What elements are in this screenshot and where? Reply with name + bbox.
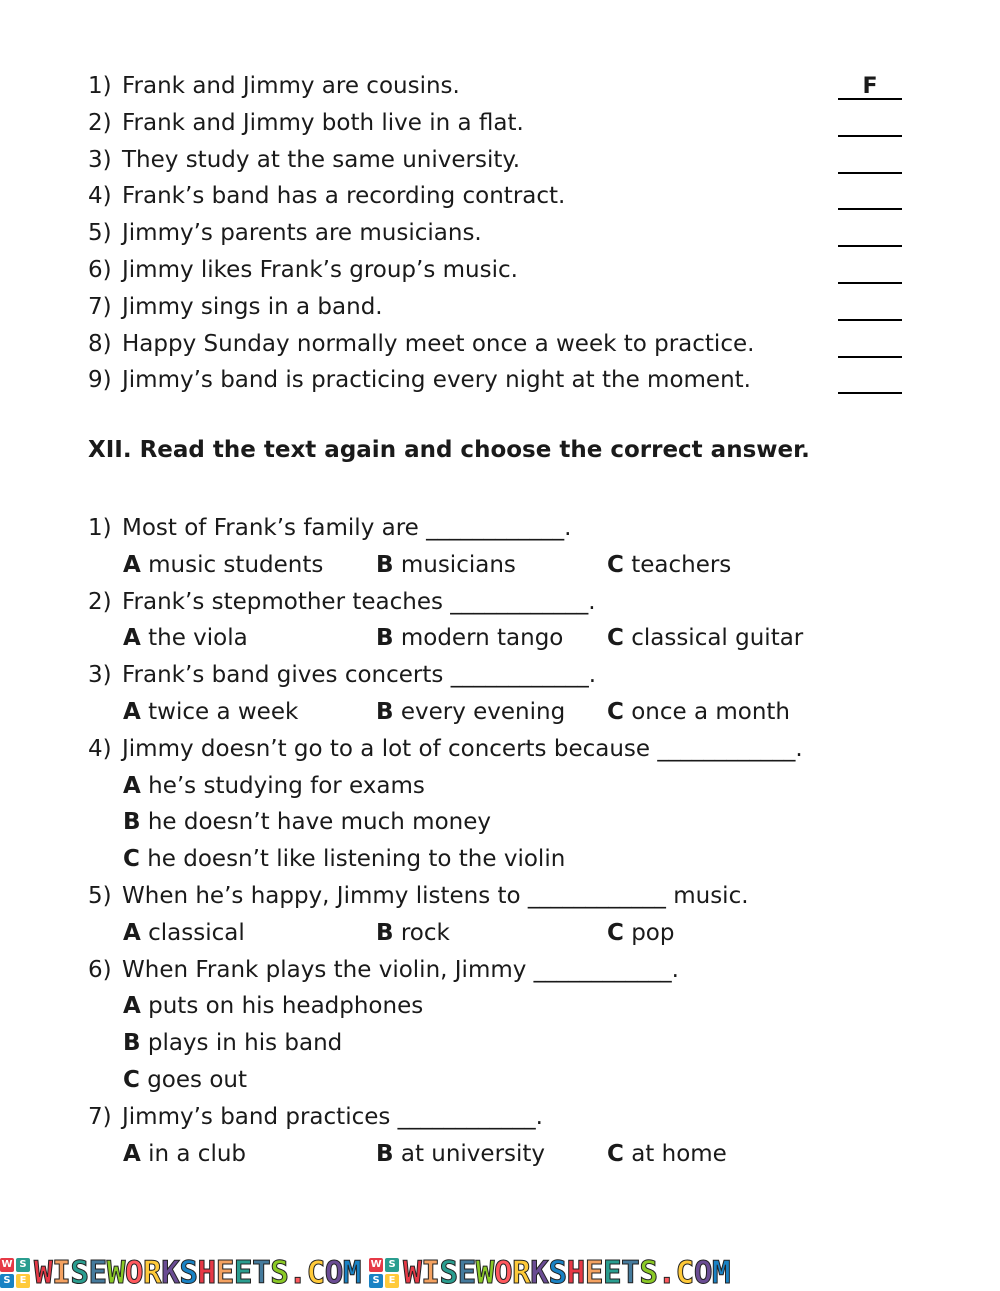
question-3 — [88, 657, 968, 694]
question-number: 2) — [88, 588, 112, 615]
brand-letter: I — [52, 1256, 71, 1290]
brand-letter: E — [457, 1256, 476, 1290]
multiple-choice-list — [88, 510, 968, 1172]
logo-tile: E — [385, 1274, 399, 1288]
option-letter: C — [123, 1066, 140, 1093]
question-number: 5) — [88, 882, 112, 909]
option-c[interactable] — [607, 915, 674, 952]
tf-item-text: Happy Sunday normally meet once a week to practice. — [122, 330, 755, 357]
option-letter: A — [123, 919, 141, 946]
question-number: 4) — [88, 735, 112, 762]
option-a[interactable] — [123, 694, 298, 731]
option-letter: B — [376, 1140, 394, 1167]
question-text: Most of Frank’s family are ____________. — [122, 515, 572, 541]
brand-letter: T — [252, 1256, 271, 1290]
brand-text — [403, 1256, 730, 1290]
option-c[interactable] — [607, 620, 803, 657]
option-b[interactable] — [376, 694, 565, 731]
brand-letter: S — [439, 1256, 458, 1290]
brand-letter: S — [70, 1256, 89, 1290]
tf-item-number: 6) — [88, 256, 112, 283]
option-text: modern tango — [400, 625, 564, 652]
brand-letter: W — [34, 1256, 53, 1290]
option-letter: B — [123, 809, 141, 836]
section-title: XII. Read the text again and choose the correct answer. — [88, 437, 810, 463]
option-c[interactable] — [88, 1062, 968, 1099]
tf-item-4 — [88, 178, 908, 215]
tf-item-text: Jimmy’s parents are musicians. — [122, 220, 482, 247]
option-text: puts on his headphones — [148, 993, 424, 1020]
option-text: rock — [400, 919, 450, 946]
tf-item-text: Frank’s band has a recording contract. — [122, 183, 566, 210]
option-letter: C — [123, 846, 140, 873]
option-letter: C — [607, 625, 624, 652]
footer-logo-2 — [369, 1256, 730, 1290]
logo-tile: S — [16, 1258, 30, 1272]
tf-item-text: They study at the same university. — [122, 146, 521, 173]
option-text: he’s studying for exams — [148, 772, 425, 799]
tf-answer-blank[interactable] — [838, 182, 902, 210]
tf-item-2 — [88, 105, 908, 142]
logo-icon — [0, 1258, 30, 1288]
brand-letter: . — [657, 1256, 676, 1290]
tf-item-number: 8) — [88, 330, 112, 357]
brand-letter: W — [475, 1256, 494, 1290]
brand-letter: H — [197, 1256, 216, 1290]
option-text: plays in his band — [147, 1030, 343, 1057]
question-2 — [88, 584, 968, 621]
logo-icon — [369, 1258, 399, 1288]
brand-letter: K — [530, 1256, 549, 1290]
tf-item-7 — [88, 289, 908, 326]
question-text: Jimmy doesn’t go to a lot of concerts because ____________. — [122, 735, 803, 762]
option-text: once a month — [631, 698, 791, 725]
option-text: pop — [631, 919, 675, 946]
option-b[interactable] — [376, 547, 516, 584]
options-row — [88, 1136, 968, 1173]
option-text: the viola — [148, 625, 248, 652]
option-text: teachers — [631, 551, 732, 578]
option-text: at university — [400, 1140, 546, 1167]
option-text: musicians — [400, 551, 516, 578]
brand-letter: K — [161, 1256, 180, 1290]
option-text: twice a week — [148, 698, 299, 725]
tf-item-8 — [88, 326, 908, 363]
brand-letter: . — [288, 1256, 307, 1290]
tf-item-5 — [88, 215, 908, 252]
footer-watermark — [0, 1256, 1000, 1290]
question-number: 7) — [88, 1103, 112, 1130]
tf-item-text: Jimmy likes Frank’s group’s music. — [122, 256, 518, 283]
option-letter: B — [376, 919, 394, 946]
tf-item-number: 5) — [88, 220, 112, 247]
brand-letter: E — [233, 1256, 253, 1290]
option-letter: B — [376, 625, 394, 652]
tf-item-9 — [88, 362, 908, 399]
brand-letter: C — [306, 1256, 325, 1290]
brand-letter: E — [215, 1256, 234, 1290]
tf-answer-blank[interactable] — [838, 219, 902, 247]
option-letter: A — [123, 698, 141, 725]
tf-item-number: 2) — [88, 109, 112, 136]
question-text: Jimmy’s band practices ____________. — [122, 1103, 543, 1130]
brand-letter: C — [675, 1256, 694, 1290]
brand-letter: S — [548, 1256, 567, 1290]
brand-letter: E — [584, 1256, 603, 1290]
option-c[interactable] — [607, 694, 790, 731]
option-letter: B — [123, 1030, 141, 1057]
logo-tile: W — [1, 1259, 13, 1270]
question-number: 1) — [88, 515, 112, 541]
option-text: music students — [148, 551, 324, 578]
question-7 — [88, 1099, 968, 1136]
logo-tile: W — [370, 1259, 382, 1270]
tf-item-3 — [88, 142, 908, 179]
option-text: classical guitar — [631, 625, 804, 652]
logo-tile: S — [0, 1274, 14, 1288]
option-letter: C — [607, 698, 624, 725]
tf-item-number: 4) — [88, 183, 112, 210]
option-text: classical — [148, 919, 245, 946]
question-text: When he’s happy, Jimmy listens to ____________ music. — [122, 882, 749, 909]
options-row — [88, 620, 968, 657]
option-c[interactable] — [88, 841, 968, 878]
brand-letter: W — [106, 1256, 125, 1290]
option-text: he doesn’t like listening to the violin — [147, 846, 566, 873]
tf-item-text: Frank and Jimmy both live in a flat. — [122, 109, 524, 136]
brand-letter: M — [342, 1256, 362, 1290]
option-letter: A — [123, 993, 141, 1020]
tf-item-number: 9) — [88, 367, 112, 394]
option-c[interactable] — [607, 547, 731, 584]
options-row — [88, 915, 968, 952]
logo-tile: S — [385, 1258, 399, 1272]
tf-item-1 — [88, 68, 908, 105]
option-b[interactable] — [88, 804, 968, 841]
tf-answer-blank[interactable] — [838, 109, 902, 137]
logo-tile: S — [369, 1274, 383, 1288]
option-letter: A — [123, 551, 141, 578]
options-row — [88, 694, 968, 731]
brand-letter: S — [639, 1256, 658, 1290]
tf-item-number: 7) — [88, 293, 112, 320]
question-1 — [88, 510, 968, 547]
tf-item-number: 3) — [88, 146, 112, 173]
brand-letter: H — [566, 1256, 585, 1290]
tf-answer-blank[interactable]: F — [838, 72, 902, 100]
option-text: every evening — [400, 698, 566, 725]
tf-answer-blank[interactable] — [838, 256, 902, 284]
option-text: goes out — [147, 1066, 247, 1093]
question-number: 6) — [88, 956, 112, 983]
option-text: he doesn’t have much money — [147, 809, 491, 836]
brand-letter: E — [602, 1256, 622, 1290]
options-row — [88, 547, 968, 584]
question-text: When Frank plays the violin, Jimmy ____________. — [122, 956, 679, 983]
option-letter: A — [123, 772, 141, 799]
option-a[interactable] — [88, 988, 968, 1025]
tf-answer-blank[interactable] — [838, 330, 902, 358]
footer-logo-1 — [0, 1256, 361, 1290]
tf-item-text: Jimmy sings in a band. — [122, 293, 383, 320]
option-a[interactable] — [88, 768, 968, 805]
brand-letter: I — [421, 1256, 440, 1290]
question-number: 3) — [88, 662, 112, 689]
brand-letter: R — [143, 1256, 162, 1290]
brand-letter: S — [179, 1256, 198, 1290]
option-letter: A — [123, 1140, 141, 1167]
option-letter: C — [607, 551, 624, 578]
brand-letter: T — [621, 1256, 640, 1290]
brand-text — [34, 1256, 361, 1290]
option-text: in a club — [148, 1140, 247, 1167]
option-a[interactable] — [123, 547, 323, 584]
brand-letter: E — [88, 1256, 107, 1290]
brand-letter: O — [324, 1256, 343, 1290]
option-c[interactable] — [607, 1136, 727, 1173]
tf-answer-blank[interactable] — [838, 293, 902, 321]
option-a[interactable] — [123, 1136, 246, 1173]
question-5 — [88, 878, 968, 915]
question-text: Frank’s band gives concerts ____________. — [122, 662, 597, 689]
brand-letter: S — [270, 1256, 289, 1290]
tf-item-6 — [88, 252, 908, 289]
brand-letter: O — [124, 1256, 144, 1290]
brand-letter: R — [512, 1256, 531, 1290]
option-letter: C — [607, 919, 624, 946]
option-letter: C — [607, 1140, 624, 1167]
logo-tile: E — [16, 1274, 30, 1288]
option-a[interactable] — [123, 620, 248, 657]
brand-letter: O — [693, 1256, 713, 1290]
tf-item-text: Jimmy’s band is practicing every night at the moment. — [122, 367, 751, 394]
tf-answer-blank[interactable] — [838, 146, 902, 174]
option-b[interactable] — [376, 1136, 545, 1173]
brand-letter: O — [493, 1256, 513, 1290]
tf-item-number: 1) — [88, 73, 112, 99]
tf-item-text: Frank and Jimmy are cousins. — [122, 73, 460, 99]
option-letter: B — [376, 698, 394, 725]
option-letter: B — [376, 551, 394, 578]
option-b[interactable] — [376, 620, 563, 657]
true-false-list — [88, 68, 908, 399]
brand-letter: W — [403, 1256, 422, 1290]
option-letter: A — [123, 625, 141, 652]
brand-letter: M — [712, 1256, 731, 1290]
question-text: Frank’s stepmother teaches ____________. — [122, 588, 596, 615]
question-4 — [88, 731, 968, 768]
option-b[interactable] — [88, 1025, 968, 1062]
question-6 — [88, 952, 968, 989]
tf-answer-blank[interactable] — [838, 366, 902, 394]
option-text: at home — [631, 1140, 727, 1167]
option-a[interactable] — [123, 915, 245, 952]
option-b[interactable] — [376, 915, 450, 952]
